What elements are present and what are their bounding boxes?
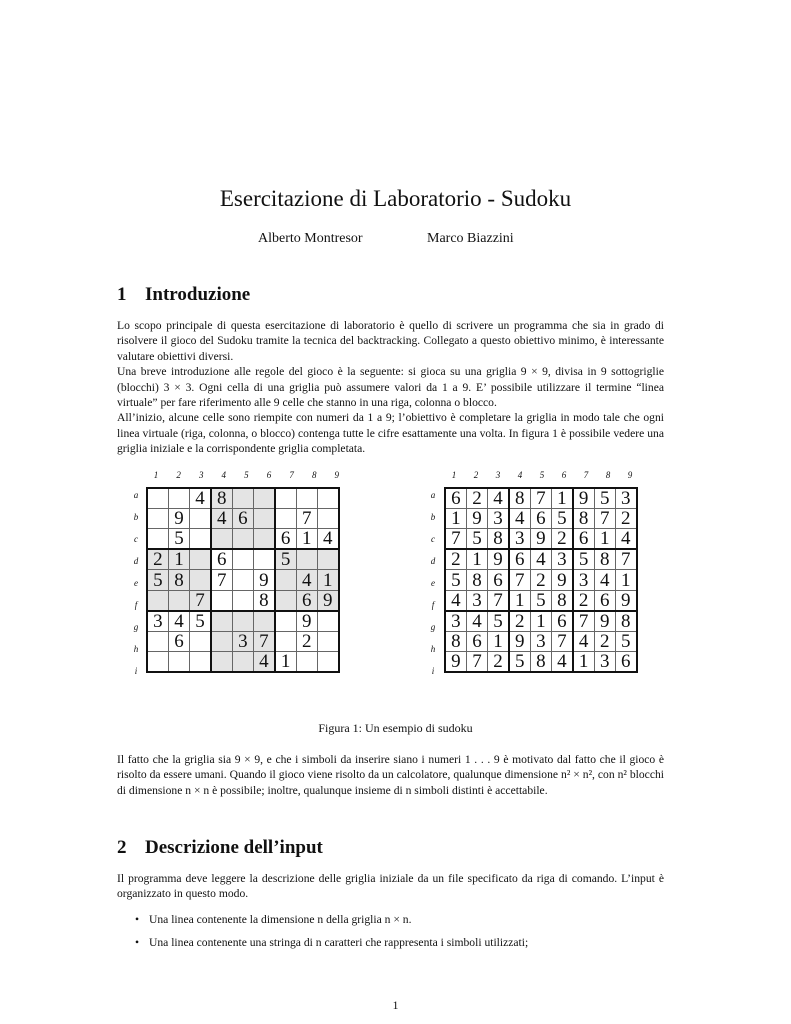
- grid-cell: 4: [190, 488, 211, 509]
- grid-cell: 6: [530, 509, 551, 529]
- col-label: 4: [517, 470, 523, 480]
- col-label: 8: [605, 470, 611, 480]
- section-heading-2: [117, 837, 323, 859]
- grid-row: [445, 488, 637, 509]
- grid-cell: 6: [275, 529, 296, 550]
- grid-cell: 2: [147, 549, 168, 570]
- grid-cell: [211, 611, 232, 632]
- grid-cell: 1: [488, 631, 509, 651]
- row-label: b: [133, 512, 139, 522]
- row-label: f: [134, 600, 138, 610]
- section-heading-1: [117, 284, 250, 306]
- grid-cell: 8: [551, 590, 572, 611]
- col-label: 3: [198, 470, 204, 480]
- grid-cell: [296, 488, 317, 509]
- list-item: • Una linea contenente la dimensione n della griglia n × n.: [133, 912, 663, 927]
- grid-cell: 5: [147, 570, 168, 590]
- paragraph: All’inizio, alcune celle sono riempite con numeri da 1 a 9; l’obiettivo è completare la griglia in modo tale che ogni linea virtuale (riga, colonna, o blocco) contenga tutte le cifre esattamente una volta. In figura 1 è possibile vedere una griglia iniziale e la corrispondente griglia completata.: [117, 411, 664, 456]
- grid-cell: 9: [594, 611, 615, 632]
- grid-cell: 4: [445, 590, 466, 611]
- grid-cell: 7: [190, 590, 211, 611]
- col-label: 2: [176, 470, 181, 480]
- intro-text: [117, 318, 664, 457]
- grid-cell: [168, 488, 189, 509]
- grid-cell: [317, 631, 338, 651]
- grid-cell: 3: [466, 590, 487, 611]
- grid-cell: 9: [509, 631, 530, 651]
- row-label: i: [431, 666, 435, 676]
- grid-cell: 7: [530, 488, 551, 509]
- grid-cell: 3: [232, 631, 253, 651]
- row-label: g: [133, 622, 139, 632]
- row-label: a: [133, 490, 139, 500]
- grid-cell: [211, 652, 232, 673]
- grid-cell: 5: [509, 652, 530, 673]
- sudoku-solved-grid: [444, 487, 638, 673]
- grid-cell: 8: [253, 590, 274, 611]
- grid-cell: 4: [594, 570, 615, 590]
- grid-cell: 7: [445, 529, 466, 550]
- grid-cell: 4: [296, 570, 317, 590]
- row-label: d: [133, 556, 139, 566]
- grid-row: [147, 652, 339, 673]
- grid-cell: [147, 631, 168, 651]
- grid-cell: 7: [615, 549, 636, 570]
- grid-cell: 3: [509, 529, 530, 550]
- grid-cell: 6: [615, 652, 636, 673]
- grid-cell: 5: [275, 549, 296, 570]
- grid-row: [445, 652, 637, 673]
- grid-cell: [296, 549, 317, 570]
- grid-cell: 3: [445, 611, 466, 632]
- paragraph: Lo scopo principale di questa esercitazione di laboratorio è quello di scrivere un programma che sia in grado di risolvere il gioco del Sudoku tramite la tecnica del backtracking. Collegato a questo obiettivo minimo, è interessante valutare obiettivi diversi.: [117, 319, 664, 363]
- grid-cell: 7: [466, 652, 487, 673]
- col-label: 6: [561, 470, 567, 480]
- grid-row: [445, 611, 637, 632]
- grid-row: [147, 570, 339, 590]
- grid-cell: [147, 509, 168, 529]
- grid-cell: 5: [530, 590, 551, 611]
- grid-cell: [317, 509, 338, 529]
- grid-cell: 9: [317, 590, 338, 611]
- grid-cell: 8: [594, 549, 615, 570]
- paragraph: Una breve introduzione alle regole del gioco è la seguente: si gioca su una griglia 9 × 9, divisa in 9 sottogriglie (blocchi) 3 × 3. Ogni cella di una griglia può assumere valori da 1 a 9. E’ possibile utilizzare il termine “linea virtuale” per fare riferimento alle 9 celle che stanno in una riga, colonna o blocco.: [117, 365, 664, 410]
- grid-cell: [317, 652, 338, 673]
- row-label: g: [430, 622, 436, 632]
- grid-cell: 9: [253, 570, 274, 590]
- grid-cell: 8: [530, 652, 551, 673]
- grid-cell: 2: [530, 570, 551, 590]
- grid-cell: 8: [466, 570, 487, 590]
- grid-cell: [232, 529, 253, 550]
- col-label: 2: [473, 470, 479, 480]
- grid-cell: 7: [296, 509, 317, 529]
- grid-cell: [317, 549, 338, 570]
- grid-cell: 4: [573, 631, 594, 651]
- grid-cell: 8: [211, 488, 232, 509]
- grid-cell: 3: [573, 570, 594, 590]
- grid-cell: 6: [445, 488, 466, 509]
- grid-cell: 8: [509, 488, 530, 509]
- grid-cell: [232, 652, 253, 673]
- grid-cell: 5: [168, 529, 189, 550]
- grid-cell: 9: [573, 488, 594, 509]
- grid-cell: 3: [147, 611, 168, 632]
- input-format-list: [133, 912, 663, 950]
- grid-cell: 7: [551, 631, 572, 651]
- grid-cell: [275, 509, 296, 529]
- grid-row: [147, 488, 339, 509]
- grid-cell: 1: [466, 549, 487, 570]
- grid-cell: 9: [445, 652, 466, 673]
- grid-cell: 9: [530, 529, 551, 550]
- grid-row: [147, 549, 339, 570]
- section-number: 1: [117, 284, 127, 305]
- grid-cell: 3: [551, 549, 572, 570]
- grid-cell: 2: [551, 529, 572, 550]
- grid-cell: 3: [594, 652, 615, 673]
- paragraph: Il fatto che la griglia sia 9 × 9, e che i simboli da inserire siano i numeri 1 . . . 9 è motivato dal fatto che il gioco è risolto da essere umani. Quando il gioco viene risolto da un calcolatore, qualunque dimensione n² × n², con n² blocchi di dimensione n × n è possibile; inoltre, qualunque insieme di n simboli distinti è accettabile.: [117, 753, 664, 797]
- col-label: 6: [266, 470, 272, 480]
- row-label: f: [431, 600, 435, 610]
- column-labels-solved: [443, 470, 651, 484]
- grid-cell: 4: [509, 509, 530, 529]
- col-label: 5: [539, 470, 545, 480]
- grid-cell: [147, 652, 168, 673]
- row-labels-initial: [130, 487, 144, 691]
- grid-cell: [147, 488, 168, 509]
- section-title: Descrizione dell’input: [145, 837, 323, 858]
- row-label: h: [430, 644, 436, 654]
- grid-cell: [275, 488, 296, 509]
- grid-cell: 6: [594, 590, 615, 611]
- grid-cell: 6: [551, 611, 572, 632]
- grid-row: [147, 611, 339, 632]
- grid-cell: [190, 509, 211, 529]
- paper-title: Esercitazione di Laboratorio - Sudoku: [219, 186, 572, 211]
- grid-row: [147, 590, 339, 611]
- grid-row: [445, 549, 637, 570]
- grid-cell: 1: [551, 488, 572, 509]
- col-label: 7: [289, 470, 294, 480]
- grid-cell: 2: [296, 631, 317, 651]
- grid-cell: 4: [211, 509, 232, 529]
- grid-cell: 7: [488, 590, 509, 611]
- grid-cell: 3: [615, 488, 636, 509]
- grid-cell: [190, 570, 211, 590]
- grid-cell: [168, 590, 189, 611]
- grid-cell: 2: [488, 652, 509, 673]
- col-label: 3: [495, 470, 501, 480]
- grid-cell: [190, 549, 211, 570]
- grid-cell: 1: [573, 652, 594, 673]
- col-label: 9: [334, 470, 340, 480]
- grid-cell: [211, 590, 232, 611]
- grid-cell: 5: [488, 611, 509, 632]
- row-label: e: [431, 578, 435, 588]
- page-number: 1: [392, 998, 399, 1012]
- row-label: a: [430, 490, 436, 500]
- grid-cell: [190, 631, 211, 651]
- grid-cell: 2: [509, 611, 530, 632]
- grid-cell: 6: [232, 509, 253, 529]
- grid-cell: 2: [445, 549, 466, 570]
- grid-cell: 2: [466, 488, 487, 509]
- grid-cell: 6: [211, 549, 232, 570]
- grid-cell: 7: [509, 570, 530, 590]
- grid-cell: [275, 631, 296, 651]
- col-label: 1: [153, 470, 159, 480]
- grid-cell: [190, 652, 211, 673]
- grid-row: [147, 631, 339, 651]
- author-name: Alberto Montresor: [258, 231, 363, 246]
- col-label: 8: [311, 470, 317, 480]
- grid-cell: 9: [615, 590, 636, 611]
- grid-cell: 3: [488, 509, 509, 529]
- section-number: 2: [117, 837, 127, 858]
- grid-cell: [147, 590, 168, 611]
- grid-cell: 4: [615, 529, 636, 550]
- grid-cell: 7: [594, 509, 615, 529]
- row-label: c: [431, 534, 435, 544]
- grid-cell: 9: [168, 509, 189, 529]
- grid-cell: 4: [551, 652, 572, 673]
- grid-cell: 1: [445, 509, 466, 529]
- row-label: e: [134, 578, 138, 588]
- grid-cell: [296, 652, 317, 673]
- list-item: • Una linea contenente una stringa di n caratteri che rappresenta i simboli utilizzati;: [133, 935, 663, 950]
- grid-cell: 1: [296, 529, 317, 550]
- grid-cell: 2: [615, 509, 636, 529]
- grid-cell: 2: [594, 631, 615, 651]
- grid-cell: [211, 529, 232, 550]
- figure-caption: Figura 1: Un esempio di sudoku: [318, 721, 473, 735]
- grid-cell: 6: [573, 529, 594, 550]
- grid-cell: 7: [211, 570, 232, 590]
- grid-cell: 1: [615, 570, 636, 590]
- grid-cell: [232, 549, 253, 570]
- sudoku-initial-grid: [146, 487, 340, 673]
- row-label: h: [133, 644, 139, 654]
- grid-cell: 5: [445, 570, 466, 590]
- grid-cell: 9: [296, 611, 317, 632]
- grid-row: [445, 631, 637, 651]
- grid-cell: [232, 611, 253, 632]
- grid-row: [445, 590, 637, 611]
- author-name: Marco Biazzini: [427, 231, 514, 246]
- column-labels-initial: [145, 470, 353, 484]
- col-label: 9: [627, 470, 633, 480]
- grid-cell: [253, 611, 274, 632]
- grid-cell: 8: [445, 631, 466, 651]
- grid-cell: [253, 509, 274, 529]
- grid-cell: [317, 611, 338, 632]
- col-label: 5: [244, 470, 249, 480]
- grid-cell: 6: [509, 549, 530, 570]
- grid-cell: 9: [488, 549, 509, 570]
- grid-cell: [232, 590, 253, 611]
- grid-cell: [275, 611, 296, 632]
- grid-cell: 8: [488, 529, 509, 550]
- grid-row: [147, 509, 339, 529]
- row-label: b: [430, 512, 436, 522]
- grid-cell: 5: [551, 509, 572, 529]
- grid-cell: [168, 652, 189, 673]
- col-label: 7: [583, 470, 589, 480]
- grid-cell: 4: [253, 652, 274, 673]
- grid-cell: 6: [168, 631, 189, 651]
- grid-cell: 7: [253, 631, 274, 651]
- grid-row: [445, 570, 637, 590]
- grid-cell: 9: [466, 509, 487, 529]
- grid-cell: 7: [573, 611, 594, 632]
- grid-cell: 4: [488, 488, 509, 509]
- col-label: 4: [221, 470, 227, 480]
- grid-cell: [275, 570, 296, 590]
- grid-cell: 6: [296, 590, 317, 611]
- grid-cell: 4: [466, 611, 487, 632]
- grid-cell: 4: [168, 611, 189, 632]
- grid-row: [147, 529, 339, 550]
- row-label: d: [430, 556, 436, 566]
- grid-cell: [147, 529, 168, 550]
- grid-cell: 5: [615, 631, 636, 651]
- grid-cell: 1: [509, 590, 530, 611]
- paragraph: Il programma deve leggere la descrizione delle griglia iniziale da un file specificato da riga di comando. L’input è organizzato in questo modo.: [117, 872, 664, 901]
- grid-cell: 4: [317, 529, 338, 550]
- grid-cell: 8: [573, 509, 594, 529]
- grid-cell: 1: [530, 611, 551, 632]
- section-title: Introduzione: [145, 284, 251, 305]
- grid-cell: 8: [168, 570, 189, 590]
- row-labels-solved: [427, 487, 441, 691]
- grid-cell: 9: [551, 570, 572, 590]
- grid-cell: 8: [615, 611, 636, 632]
- grid-cell: 5: [466, 529, 487, 550]
- grid-cell: [211, 631, 232, 651]
- grid-cell: [253, 549, 274, 570]
- grid-cell: 5: [573, 549, 594, 570]
- grid-row: [445, 529, 637, 550]
- grid-cell: [232, 488, 253, 509]
- grid-cell: [275, 590, 296, 611]
- grid-cell: [232, 570, 253, 590]
- row-label: i: [134, 666, 138, 676]
- grid-cell: [317, 488, 338, 509]
- grid-cell: 4: [530, 549, 551, 570]
- grid-cell: 5: [190, 611, 211, 632]
- grid-cell: 6: [488, 570, 509, 590]
- grid-cell: 6: [466, 631, 487, 651]
- grid-cell: 5: [594, 488, 615, 509]
- grid-cell: 1: [594, 529, 615, 550]
- col-label: 1: [451, 470, 457, 480]
- grid-row: [445, 509, 637, 529]
- row-label: c: [134, 534, 138, 544]
- grid-cell: [253, 529, 274, 550]
- grid-cell: 3: [530, 631, 551, 651]
- grid-cell: 1: [168, 549, 189, 570]
- grid-cell: [253, 488, 274, 509]
- grid-cell: 1: [275, 652, 296, 673]
- grid-cell: 2: [573, 590, 594, 611]
- grid-cell: 1: [317, 570, 338, 590]
- grid-cell: [190, 529, 211, 550]
